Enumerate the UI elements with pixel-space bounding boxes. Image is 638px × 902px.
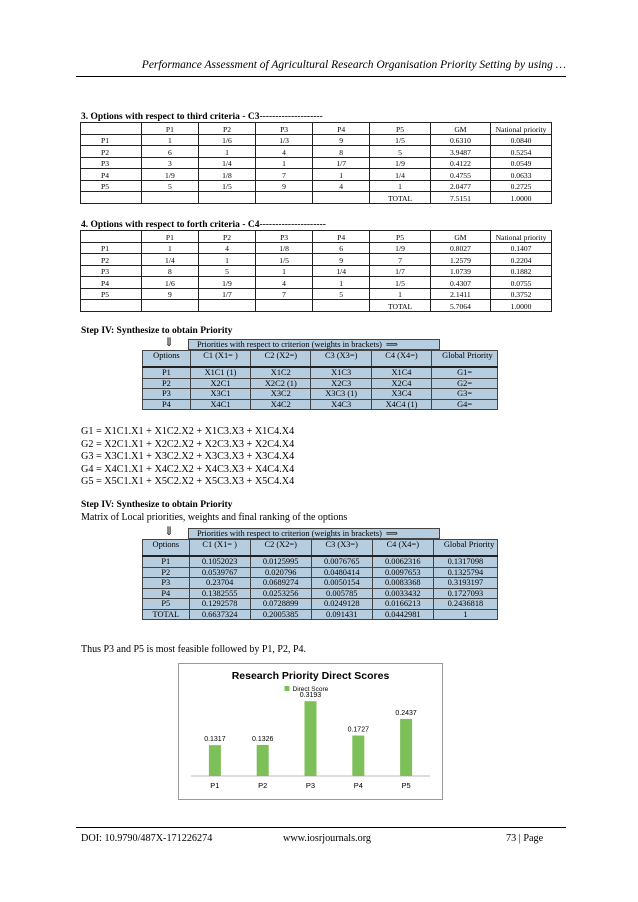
table-cell: [313, 192, 370, 204]
matrix-row: [143, 556, 498, 567]
data-label: 0.1317: [204, 736, 226, 744]
table-cell: [141, 300, 198, 312]
chart-title: Research Priority Direct Scores: [231, 670, 390, 682]
table-cell: [256, 192, 313, 204]
matrix-cell: 0.0097653: [372, 567, 433, 578]
table-cell: P1: [81, 242, 142, 254]
matrix-cell: 0.020796: [250, 567, 311, 578]
matrix-cell: 0.0083368: [372, 578, 433, 589]
table-cell: P3: [81, 157, 142, 169]
down-arrow-icon: ⇓: [164, 335, 175, 349]
matrix-cell: X2C1: [190, 378, 250, 389]
matrix-cell: X1C1 (1): [190, 367, 250, 378]
table-cell: 1/6: [198, 134, 255, 146]
matrix-cell: P2: [143, 567, 190, 578]
research-priority-chart: [178, 663, 443, 800]
header-cell: P4: [313, 231, 370, 243]
matrix-header-cell: C1 (X1= ): [189, 540, 250, 557]
header-cell: GM: [430, 231, 490, 243]
table-cell: 1: [370, 288, 431, 300]
table-cell: 6: [313, 242, 370, 254]
matrix-cell: P4: [143, 399, 191, 410]
data-label: 0.1727: [347, 726, 370, 734]
table-cell: P4: [81, 277, 142, 289]
matrix-cell: 0.1052023: [189, 556, 250, 567]
matrix-cell: 0.0689274: [250, 578, 311, 589]
matrix-cell: 0.2005385: [250, 609, 311, 620]
header-cell: [81, 231, 142, 243]
table-cell: 1: [141, 242, 198, 254]
table-cell: 1: [256, 157, 313, 169]
table-cell: 3.9487: [430, 146, 490, 158]
table-row: [81, 254, 552, 266]
footer-doi: DOI: 10.9790/487X-171226274: [81, 833, 213, 844]
matrix-subtitle: Matrix of Local priorities, weights and final ranking of the options: [81, 512, 348, 523]
table-cell: 1/9: [141, 169, 198, 181]
table-cell: 1/5: [370, 134, 431, 146]
matrix-header-cell: C2 (X2=): [250, 540, 311, 557]
matrix-cell: 0.0062316: [372, 556, 433, 567]
table-cell: 1/3: [256, 134, 313, 146]
table-cell: [81, 300, 142, 312]
matrix-header-cell: C3 (X3=): [311, 351, 371, 368]
matrix-cell: 0.0033432: [372, 588, 433, 599]
table-cell: 1/8: [198, 169, 255, 181]
table-cell: 1/5: [256, 254, 313, 266]
right-arrow-icon: ⟹: [385, 529, 398, 538]
table-row: [81, 180, 552, 192]
matrix-cell: X2C3: [311, 378, 371, 389]
table-cell: 9: [313, 134, 370, 146]
matrix-cell: X3C4: [371, 389, 431, 400]
matrix-header-cell: C2 (X2=): [251, 351, 311, 368]
table-cell: P2: [81, 254, 142, 266]
table-cell: 0.5254: [491, 146, 552, 158]
priority-matrix-table: [142, 350, 498, 410]
footer-rule: [76, 827, 566, 828]
bar-p4: [352, 736, 364, 776]
table-cell: 0.1882: [491, 265, 552, 277]
table-cell: 1.0000: [491, 192, 552, 204]
matrix-cell: 0.3193197: [433, 578, 497, 589]
matrix-cell: 0.1317098: [433, 556, 497, 567]
step-iv-title-2: Step IV: Synthesize to obtain Priority: [81, 500, 233, 510]
table-cell: 1/4: [313, 265, 370, 277]
table-row: [81, 169, 552, 181]
table-cell: 1: [141, 134, 198, 146]
table-cell: [81, 192, 142, 204]
header-cell: P2: [198, 231, 255, 243]
step-iv-title: Step IV: Synthesize to obtain Priority: [81, 326, 233, 336]
matrix-cell: G1=: [432, 367, 498, 378]
table-cell: 6: [141, 146, 198, 158]
footer-site: www.iosrjournals.org: [283, 833, 372, 844]
table-cell: P5: [81, 180, 142, 192]
header-cell: P2: [198, 123, 255, 135]
table-cell: 0.6310: [430, 134, 490, 146]
matrix-cell: 0.005785: [311, 588, 372, 599]
header-cell: P5: [370, 123, 431, 135]
matrix-cell: 0.23704: [189, 578, 250, 589]
matrix-cell: X4C2: [251, 399, 311, 410]
table-row: [81, 157, 552, 169]
priority-matrix-table: [142, 539, 498, 620]
matrix-cell: X4C3: [311, 399, 371, 410]
category-label: P5: [401, 781, 411, 790]
header-cell: P1: [141, 231, 198, 243]
matrix-cell: P2: [143, 378, 191, 389]
table-cell: P5: [81, 288, 142, 300]
conclusion-text: Thus P3 and P5 is most feasible followed by P1, P2, P4.: [81, 644, 307, 655]
table-cell: P1: [81, 134, 142, 146]
table-cell: 1: [313, 169, 370, 181]
table-row: [81, 288, 552, 300]
matrix-cell: 0.0050154: [311, 578, 372, 589]
table-cell: 1/6: [141, 277, 198, 289]
bar-p2: [257, 745, 269, 776]
matrix-row: [143, 378, 498, 389]
matrix-row: [143, 599, 498, 610]
footer-page: 73 | Page: [506, 833, 544, 844]
table-cell: 1/9: [198, 277, 255, 289]
priorities-header: [188, 339, 440, 350]
table-cell: 1/5: [370, 277, 431, 289]
matrix-cell: 0.1382555: [189, 588, 250, 599]
header-cell: National priority: [491, 123, 552, 135]
table-cell: 1: [256, 265, 313, 277]
table-row: [81, 300, 552, 312]
matrix-header-cell: Options: [143, 540, 190, 557]
table-cell: 1/9: [370, 157, 431, 169]
equation-line: G1 = X1C1.X1 + X1C2.X2 + X1C3.X3 + X1C4.X4: [81, 426, 295, 437]
table-cell: 3: [141, 157, 198, 169]
matrix-header-cell: C3 (X3=): [311, 540, 372, 557]
table-cell: 0.2204: [491, 254, 552, 266]
table-cell: TOTAL: [370, 300, 431, 312]
matrix-cell: X4C4 (1): [371, 399, 431, 410]
table-cell: 0.0633: [491, 169, 552, 181]
header-cell: National priority: [491, 231, 552, 243]
table-cell: 5: [313, 288, 370, 300]
matrix-row: [143, 578, 498, 589]
table-row: [81, 277, 552, 289]
header-cell: GM: [430, 123, 490, 135]
category-label: P1: [210, 781, 220, 790]
global-priority-equations: [81, 426, 294, 489]
table-cell: 1/9: [370, 242, 431, 254]
table-cell: 7: [256, 169, 313, 181]
table-cell: 7: [256, 288, 313, 300]
matrix-cell: X3C1: [190, 389, 250, 400]
matrix-header-cell: Options: [143, 351, 191, 368]
matrix-cell: X3C3 (1): [311, 389, 371, 400]
matrix-cell: P3: [143, 389, 191, 400]
header-cell: P4: [313, 123, 370, 135]
equation-line: G4 = X4C1.X1 + X4C2.X2 + X4C3.X3 + X4C4.X4: [81, 463, 295, 475]
matrix-header-cell: C4 (X4=): [371, 351, 431, 368]
priorities-header-label: Priorities with respect to criterion (weights in brackets): [197, 340, 382, 349]
header-cell: [81, 123, 142, 135]
table-cell: 1/4: [198, 157, 255, 169]
matrix-header-cell: C1 (X1= ): [190, 351, 250, 368]
equation-line: G2 = X2C1.X1 + X2C2.X2 + X2C3.X3 + X2C4.X4: [81, 438, 295, 450]
matrix-cell: 0.091431: [311, 609, 372, 620]
section-3-title: 3. Options with respect to third criteria - C3--------------------: [81, 112, 323, 122]
table-cell: 2.0477: [430, 180, 490, 192]
down-arrow-icon: ⇓: [164, 524, 175, 538]
matrix-cell: 0.1727093: [433, 588, 497, 599]
table-cell: 7: [370, 254, 431, 266]
bar-p1: [209, 745, 221, 776]
matrix-cell: X4C1: [190, 399, 250, 410]
table-cell: 1: [370, 180, 431, 192]
matrix-cell: TOTAL: [143, 609, 190, 620]
data-label: 0.1326: [251, 735, 274, 743]
table-cell: 4: [313, 180, 370, 192]
table-cell: 8: [141, 265, 198, 277]
matrix-cell: 0.1292578: [189, 599, 250, 610]
table-cell: P2: [81, 146, 142, 158]
matrix-cell: 0.0728899: [250, 599, 311, 610]
table-cell: 5: [370, 146, 431, 158]
table-cell: 1/4: [370, 169, 431, 181]
matrix-row: [143, 609, 498, 620]
matrix-cell: X2C4: [371, 378, 431, 389]
matrix-row: [143, 367, 498, 378]
criteria-c3-table: [80, 122, 552, 204]
priorities-header: [188, 528, 440, 539]
matrix-row: [143, 588, 498, 599]
table-cell: 2.1411: [430, 288, 490, 300]
table-cell: 9: [313, 254, 370, 266]
matrix-header-cell: C4 (X4=): [372, 540, 433, 557]
bar-p5: [400, 719, 412, 776]
table-cell: 8: [313, 146, 370, 158]
matrix-cell: P3: [143, 578, 190, 589]
table-cell: 1/7: [313, 157, 370, 169]
matrix-cell: 0.0539767: [189, 567, 250, 578]
matrix-cell: P1: [143, 556, 190, 567]
matrix-cell: P4: [143, 588, 190, 599]
header-cell: P3: [256, 231, 313, 243]
matrix-row: [143, 399, 498, 410]
table-cell: 1/8: [256, 242, 313, 254]
matrix-cell: 1: [433, 609, 497, 620]
equation-line: G3 = X3C1.X1 + X3C2.X2 + X3C3.X3 + X3C4.X4: [81, 451, 295, 462]
right-arrow-icon: ⟹: [385, 340, 398, 349]
table-cell: 0.1407: [491, 242, 552, 254]
table-cell: 0.3752: [491, 288, 552, 300]
header-rule: [76, 76, 566, 77]
table-cell: 1/4: [141, 254, 198, 266]
table-cell: 5: [198, 265, 255, 277]
table-cell: 0.4307: [430, 277, 490, 289]
table-cell: 0.4122: [430, 157, 490, 169]
table-cell: P3: [81, 265, 142, 277]
matrix-cell: 0.0166213: [372, 599, 433, 610]
table-cell: 1: [313, 277, 370, 289]
header-cell: P3: [256, 123, 313, 135]
matrix-cell: X2C2 (1): [251, 378, 311, 389]
table-cell: 4: [256, 146, 313, 158]
table-cell: 5.7064: [430, 300, 490, 312]
table-cell: 9: [256, 180, 313, 192]
matrix-cell: G2=: [432, 378, 498, 389]
matrix-header-cell: Global Priority: [432, 351, 498, 368]
matrix-cell: 0.0253256: [250, 588, 311, 599]
table-cell: [256, 300, 313, 312]
table-row: [81, 192, 552, 204]
matrix-cell: 0.0076765: [311, 556, 372, 567]
table-cell: 0.0840: [491, 134, 552, 146]
table-cell: 5: [141, 180, 198, 192]
table-row: [81, 242, 552, 254]
table-cell: 4: [198, 242, 255, 254]
matrix-cell: 0.0442981: [372, 609, 433, 620]
section-4-title: 4. Options with respect to forth criteria - C4---------------------: [81, 220, 326, 230]
matrix-cell: 0.0480414: [311, 567, 372, 578]
running-header: Performance Assessment of Agricultural Research Organisation Priority Setting by using …: [141, 59, 566, 71]
criteria-c4-table: [80, 230, 552, 312]
matrix-cell: 0.1325794: [433, 567, 497, 578]
table-row: [81, 146, 552, 158]
table-cell: 0.2725: [491, 180, 552, 192]
matrix-row: [143, 567, 498, 578]
table-cell: 1.0000: [491, 300, 552, 312]
matrix-cell: 0.6637324: [189, 609, 250, 620]
matrix-cell: 0.2436818: [433, 599, 497, 610]
table-cell: [198, 300, 255, 312]
matrix-cell: 0.0125995: [250, 556, 311, 567]
table-cell: 1: [198, 254, 255, 266]
table-cell: 0.8027: [430, 242, 490, 254]
table-cell: 0.0755: [491, 277, 552, 289]
matrix-cell: G3=: [432, 389, 498, 400]
table-cell: [198, 192, 255, 204]
table-row: [81, 265, 552, 277]
table-cell: 4: [256, 277, 313, 289]
table-cell: TOTAL: [370, 192, 431, 204]
table-cell: 1: [198, 146, 255, 158]
matrix-cell: X1C4: [371, 367, 431, 378]
legend-label: Direct Score: [292, 686, 329, 693]
table-cell: 1/7: [370, 265, 431, 277]
priorities-header-label: Priorities with respect to criterion (weights in brackets): [197, 529, 382, 538]
bar-p3: [305, 701, 317, 776]
data-label: 0.2437: [395, 709, 417, 717]
header-cell: P5: [370, 231, 431, 243]
table-cell: 0.4755: [430, 169, 490, 181]
legend-swatch: [285, 686, 290, 691]
matrix-cell: X1C3: [311, 367, 371, 378]
table-cell: 0.0549: [491, 157, 552, 169]
matrix-row: [143, 389, 498, 400]
table-cell: [313, 300, 370, 312]
matrix-cell: 0.0249128: [311, 599, 372, 610]
data-label: 0.3193: [299, 692, 322, 700]
category-label: P4: [353, 781, 363, 790]
header-cell: P1: [141, 123, 198, 135]
table-cell: [141, 192, 198, 204]
matrix-cell: P1: [143, 367, 191, 378]
table-cell: P4: [81, 169, 142, 181]
matrix-cell: X3C2: [251, 389, 311, 400]
matrix-cell: X1C2: [251, 367, 311, 378]
table-cell: 1.2579: [430, 254, 490, 266]
category-label: P2: [258, 781, 268, 790]
table-cell: 1.0739: [430, 265, 490, 277]
table-cell: 7.5151: [430, 192, 490, 204]
table-cell: 9: [141, 288, 198, 300]
matrix-cell: P5: [143, 599, 190, 610]
category-label: P3: [305, 781, 316, 790]
matrix-header-cell: Global Priority: [433, 540, 497, 557]
chart-svg: [179, 664, 442, 799]
matrix-cell: G4=: [432, 399, 498, 410]
table-cell: 1/5: [198, 180, 255, 192]
table-row: [81, 134, 552, 146]
equation-line: G5 = X5C1.X1 + X5C2.X2 + X5C3.X3 + X5C4.X4: [81, 476, 295, 487]
table-cell: 1/7: [198, 288, 255, 300]
